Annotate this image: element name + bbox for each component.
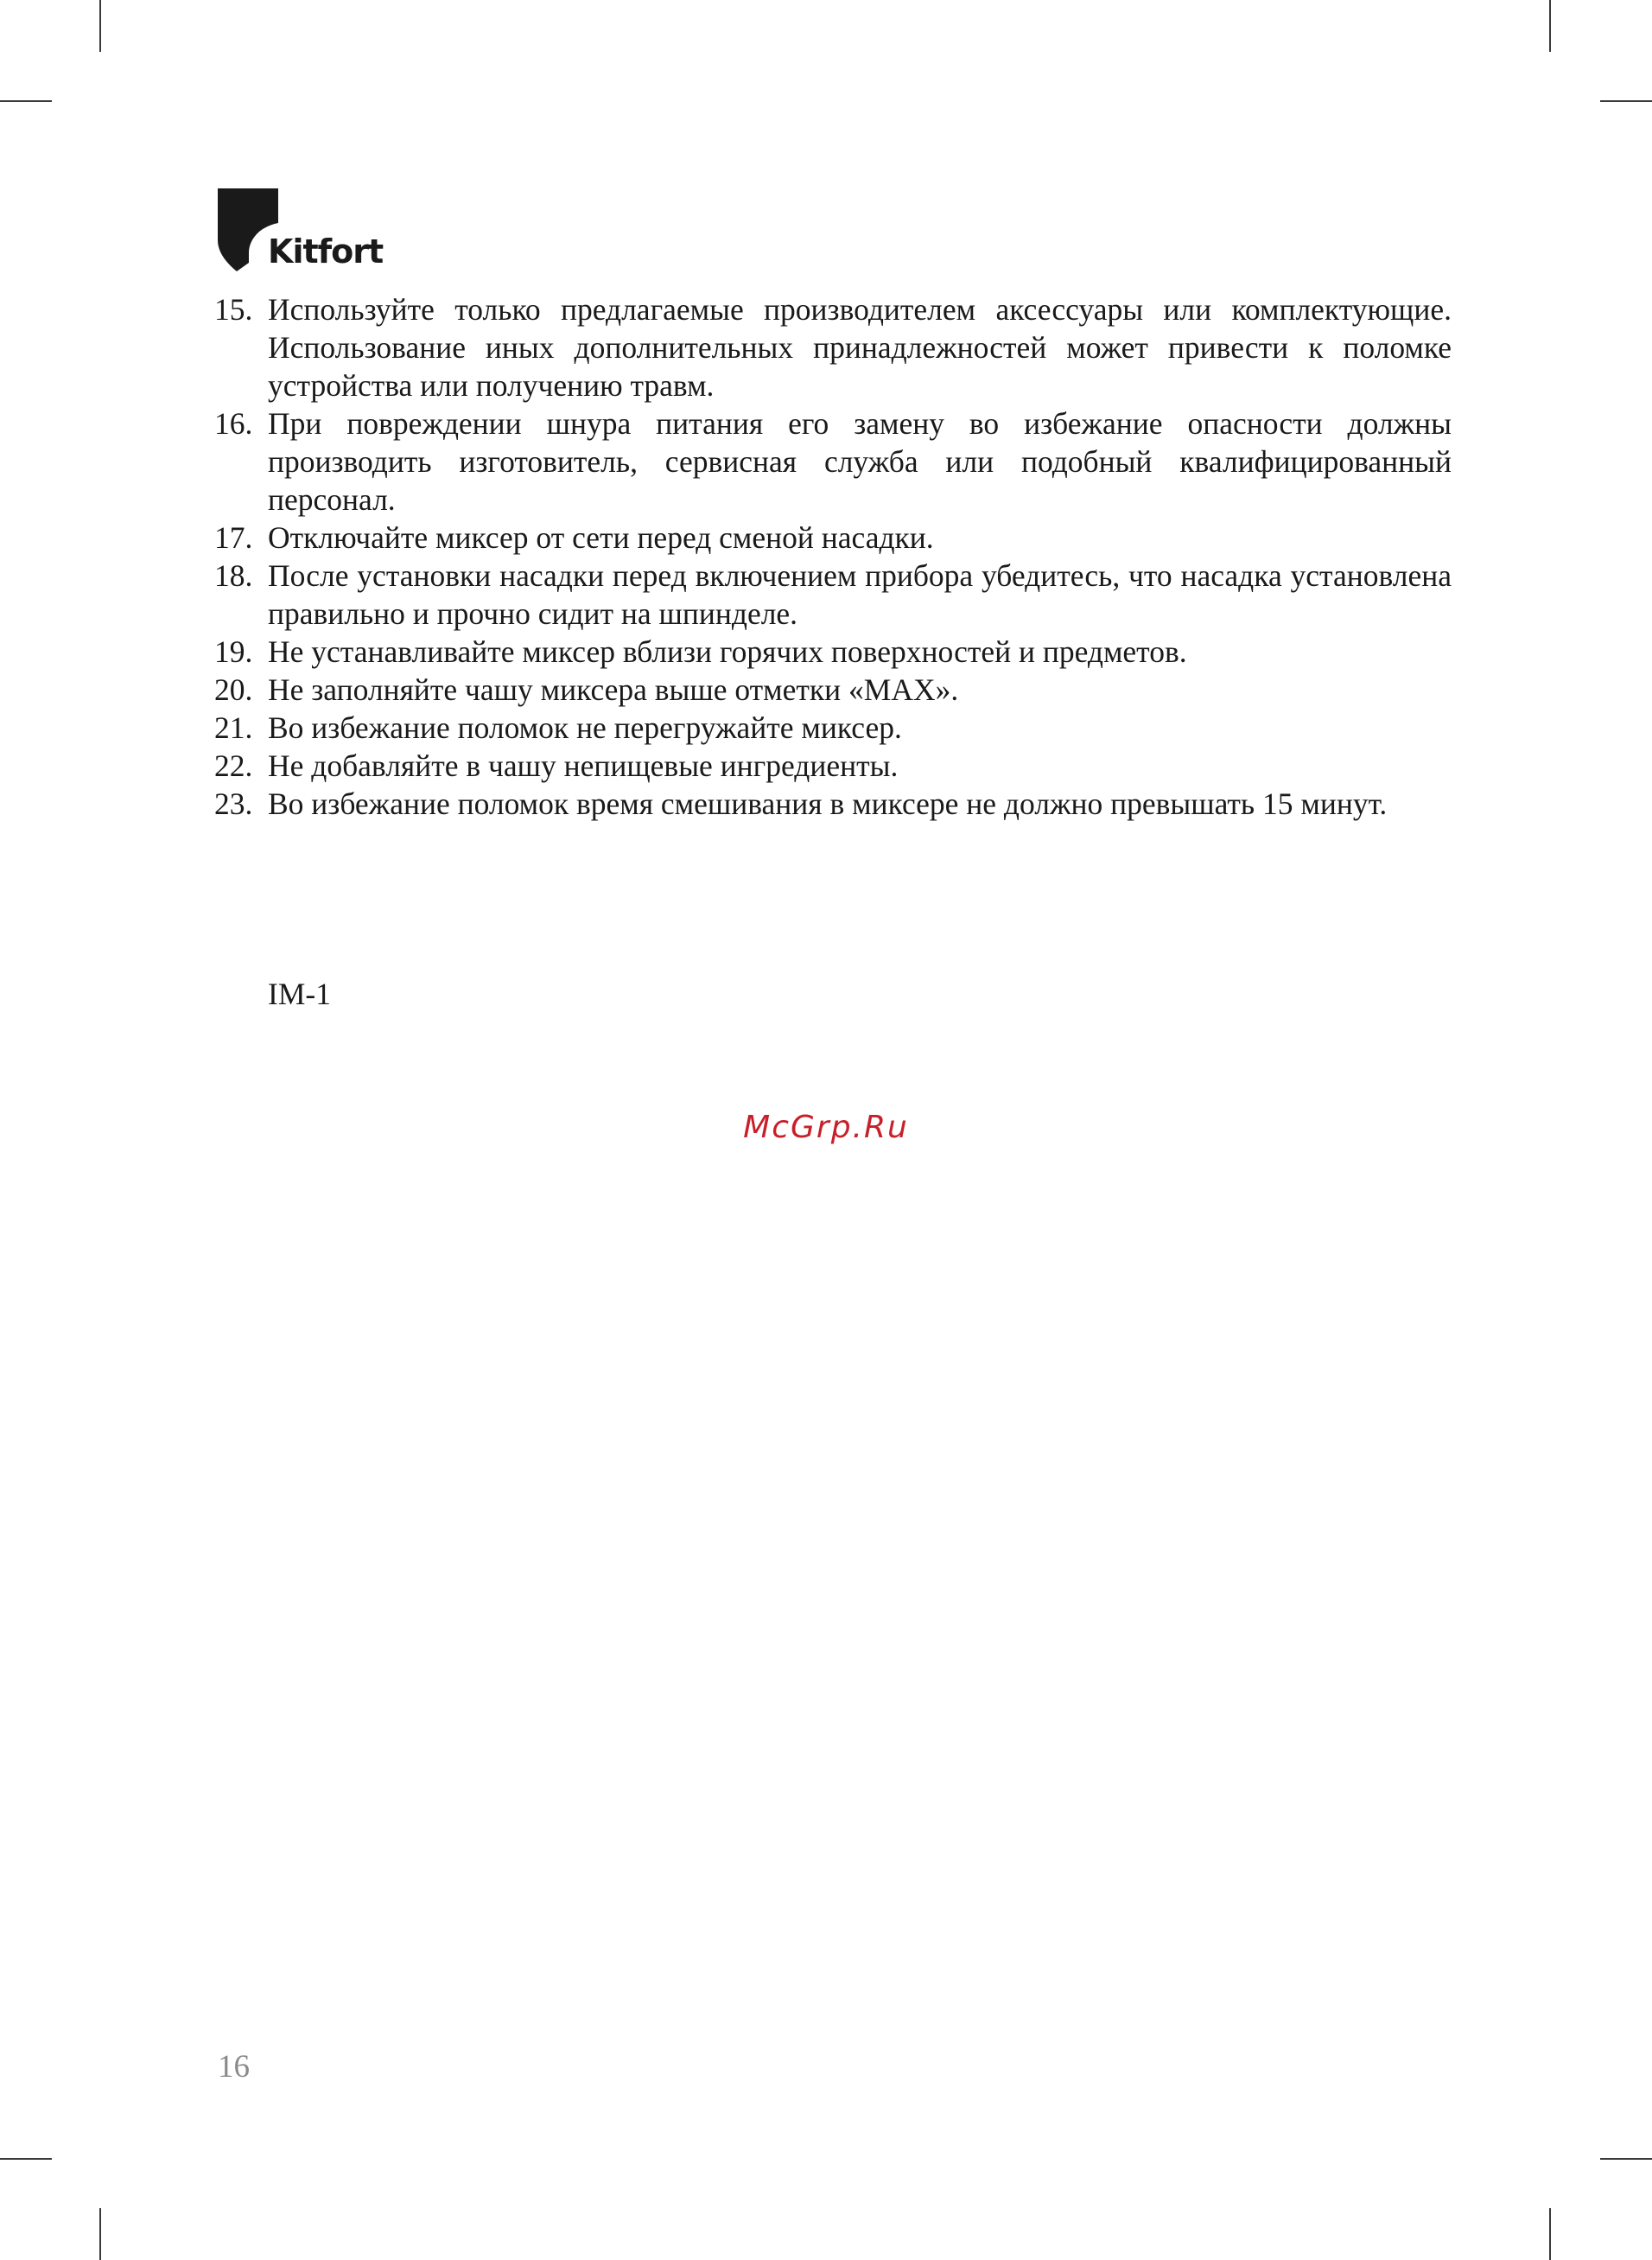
item-text: Не устанавливайте миксер вблизи горячих поверхностей и предметов. <box>268 634 1187 669</box>
item-text: Не добавляйте в чашу непищевые ингредиенты. <box>268 748 899 783</box>
item-number: 20. <box>214 672 253 707</box>
list-item <box>214 709 1452 747</box>
item-number: 18. <box>214 558 253 593</box>
item-number: 15. <box>214 292 253 327</box>
item-text: Отключайте миксер от сети перед сменой насадки. <box>268 520 934 555</box>
list-item <box>214 671 1452 709</box>
crop-mark-top-right-vertical <box>1549 0 1551 52</box>
item-number: 23. <box>214 786 253 821</box>
crop-mark-bottom-right-horizontal <box>1600 2158 1652 2160</box>
model-code: IM-1 <box>268 977 331 1011</box>
item-text: После установки насадки перед включением прибора убедитесь, что насадка установлена правильно и прочно сидит на шпинделе. <box>268 558 1452 631</box>
safety-instructions-list <box>214 290 1452 823</box>
list-item <box>214 519 1452 557</box>
item-text: Во избежание поломок не перегружайте миксер. <box>268 710 902 745</box>
crop-mark-top-left-horizontal <box>0 100 52 102</box>
item-number: 19. <box>214 634 253 669</box>
item-text: При повреждении шнура питания его замену во избежание опасности должны производить изготовитель, сервисная служба или подобный квалифицированный персонал. <box>268 406 1452 517</box>
crop-mark-bottom-left-vertical <box>99 2208 101 2260</box>
page-number: 16 <box>218 2049 250 2085</box>
item-number: 22. <box>214 748 253 783</box>
crop-mark-top-right-horizontal <box>1600 100 1652 102</box>
item-number: 16. <box>214 406 253 441</box>
item-number: 21. <box>214 710 253 745</box>
item-number: 17. <box>214 520 253 555</box>
list-item <box>214 633 1452 671</box>
list-item <box>214 785 1452 823</box>
crop-mark-bottom-right-vertical <box>1549 2208 1551 2260</box>
crop-mark-bottom-left-horizontal <box>0 2158 52 2160</box>
item-text: Во избежание поломок время смешивания в миксере не должно превышать 15 минут. <box>268 786 1388 821</box>
item-text: Не заполняйте чашу миксера выше отметки «MAX». <box>268 672 959 707</box>
list-item <box>214 404 1452 519</box>
brand-logo-wordmark: Kitfort <box>268 232 384 271</box>
list-item <box>214 557 1452 633</box>
watermark-link[interactable]: McGrp.Ru <box>743 1110 909 1145</box>
list-item <box>214 747 1452 785</box>
item-text: Используйте только предлагаемые производителем аксессуары или комплектующие. Использование иных дополнительных принадлежностей может привести к поломке устройства или получению травм. <box>268 292 1452 403</box>
brand-logo <box>218 188 391 275</box>
crop-mark-top-left-vertical <box>99 0 101 52</box>
list-item <box>214 290 1452 404</box>
